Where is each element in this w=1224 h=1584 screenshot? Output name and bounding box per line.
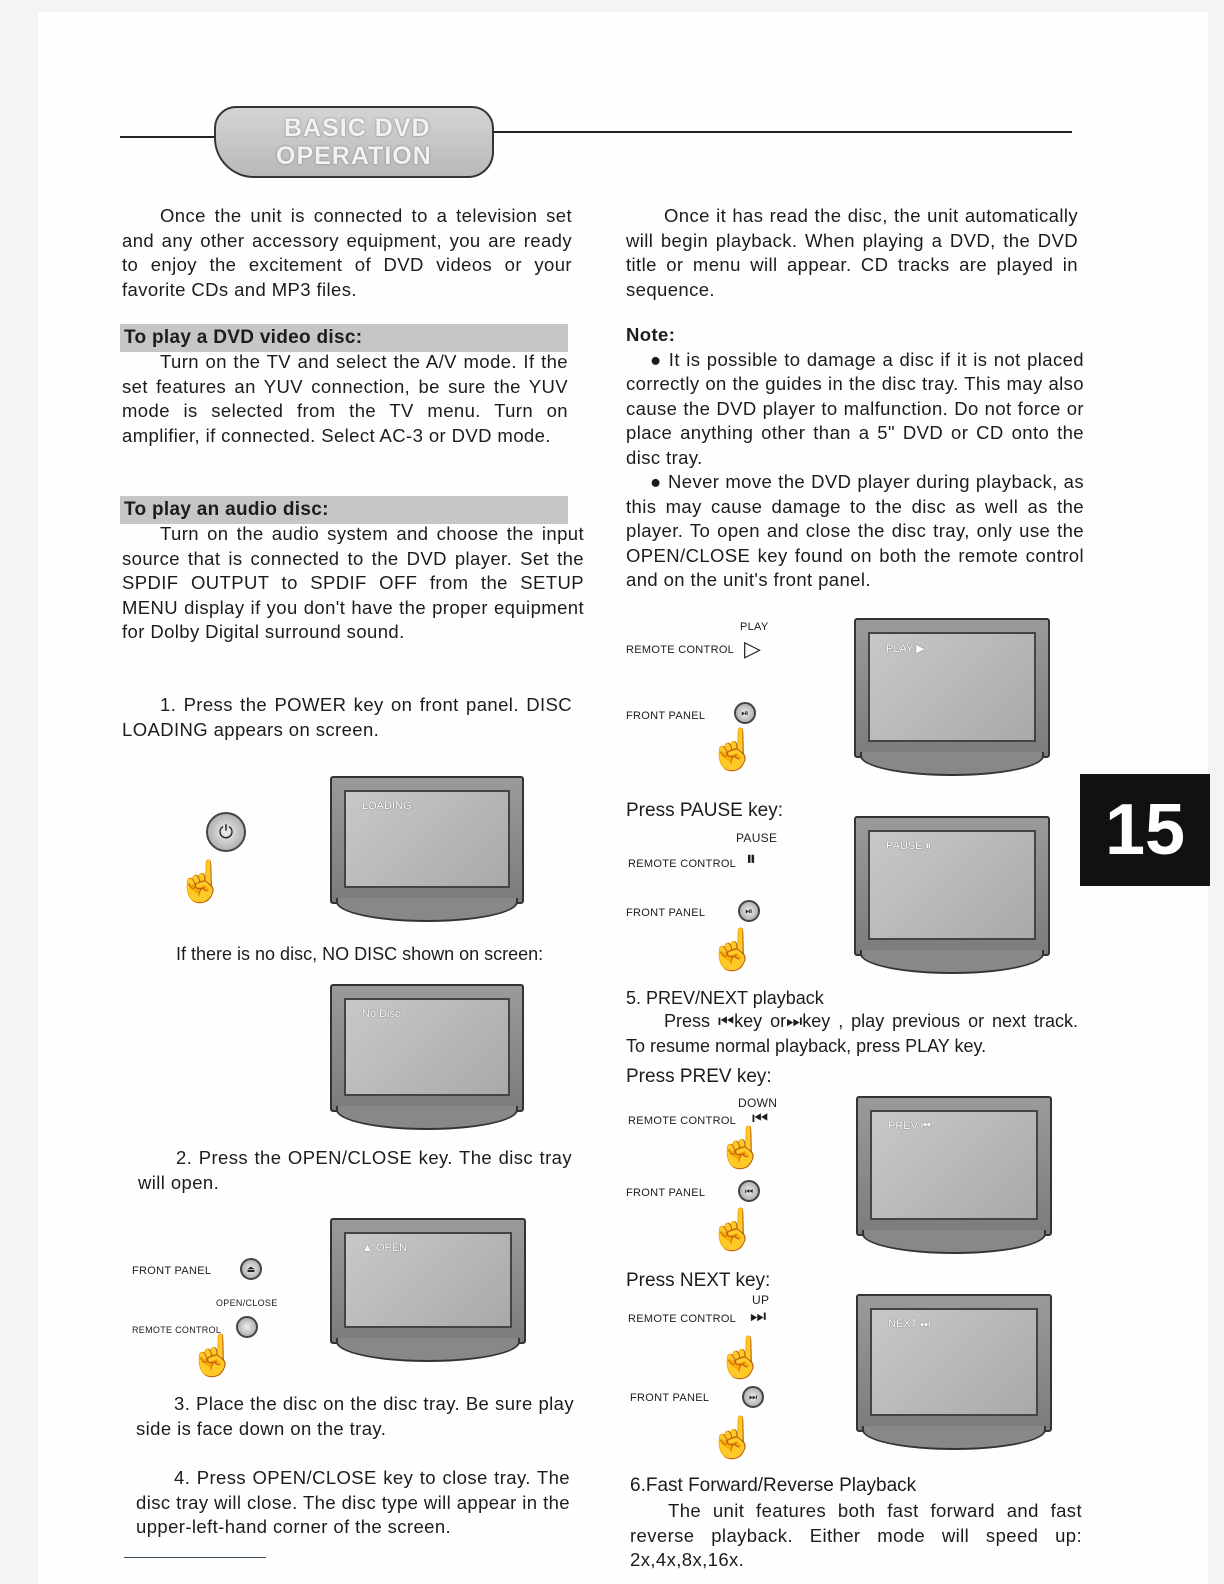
tv-frame bbox=[330, 776, 524, 904]
step-2-text: 2. Press the OPEN/CLOSE key. The disc tray will open. bbox=[138, 1147, 572, 1193]
tv-next bbox=[856, 1294, 1052, 1450]
section-banner bbox=[214, 106, 494, 178]
tv-base bbox=[860, 950, 1044, 974]
step-6-title: 6.Fast Forward/Reverse Playback bbox=[630, 1475, 917, 1496]
tv-screen bbox=[344, 1232, 512, 1328]
step-6-text: The unit features both fast forward and fast reverse playback. Either mode will speed up: 2x,4x,8x,16x. bbox=[630, 1500, 1082, 1570]
prev-caption: Press PREV key: bbox=[626, 1066, 772, 1087]
pause-caption: Press PAUSE key: bbox=[626, 800, 783, 821]
screen-text: PLAY ▶ bbox=[886, 643, 925, 655]
screen-text: LOADING bbox=[362, 800, 412, 812]
left-intro-text: Once the unit is connected to a television set and any other accessory equipment, you are ready to enjoy the excitement of DVD videos or your favorite CDs and MP3 files. bbox=[122, 205, 572, 300]
tv-base bbox=[862, 1230, 1046, 1254]
screen-text: PREV ⏮ bbox=[888, 1120, 931, 1132]
front-panel-label: FRONT PANEL bbox=[132, 1265, 212, 1277]
screen-text: No Disc bbox=[362, 1008, 401, 1020]
step-4-text: 4. Press OPEN/CLOSE key to close tray. The disc tray will close. The disc type will appear in the upper-left-hand corner of the screen. bbox=[136, 1467, 570, 1537]
tv-screen bbox=[868, 632, 1036, 742]
banner-line-2: OPERATION bbox=[276, 142, 432, 170]
step-1-text: 1. Press the POWER key on front panel. DISC LOADING appears on screen. bbox=[122, 694, 572, 740]
play-pause-button-icon: ⏯ bbox=[738, 900, 760, 922]
play-icon: ▷ bbox=[744, 636, 762, 661]
page-number-tab: 15 bbox=[1080, 774, 1210, 886]
remote-button-icon bbox=[236, 1316, 258, 1338]
step-5 bbox=[626, 1009, 1078, 1058]
audio-text: Turn on the audio system and choose the input source that is connected to the DVD player. Set the SPDIF OUTPUT to SPDIF OFF from the SETUP MENU display if you don't have the proper equipment for Dolby Digital surround sound. bbox=[122, 523, 584, 642]
tv-screen bbox=[344, 998, 510, 1096]
next-button-icon: ⏭ bbox=[742, 1386, 764, 1408]
tv-base bbox=[862, 1426, 1046, 1450]
dvd-text: Turn on the TV and select the A/V mode. If the set features an YUV connection, be sure the YUV mode is selected from the TV menu. Turn on amplifier, if connected. Select AC-3 or DVD mode. bbox=[122, 351, 568, 446]
note-title: Note: bbox=[626, 324, 676, 345]
screen-text: NEXT ⏭ bbox=[888, 1318, 931, 1330]
open-close-label: OPEN/CLOSE bbox=[216, 1298, 278, 1308]
step-3 bbox=[136, 1392, 574, 1441]
front-panel-label: FRONT PANEL bbox=[626, 710, 706, 722]
tv-no-disc bbox=[330, 984, 524, 1130]
dvd-section bbox=[122, 350, 568, 448]
tv-frame bbox=[856, 1294, 1052, 1432]
right-intro bbox=[626, 204, 1078, 302]
tv-screen bbox=[870, 1308, 1038, 1416]
pointing-hand-icon: ☝ bbox=[708, 1208, 758, 1252]
audio-section bbox=[122, 522, 584, 645]
tv-base bbox=[860, 752, 1044, 776]
right-intro-text: Once it has read the disc, the unit automatically will begin playback. When playing a DVD, the DVD title or menu will appear. CD tracks are played in sequence. bbox=[626, 205, 1078, 300]
audio-heading: To play an audio disc: bbox=[120, 496, 568, 524]
tv-base bbox=[336, 898, 518, 922]
up-label: UP bbox=[752, 1293, 770, 1307]
tv-loading bbox=[330, 776, 524, 922]
tv-prev bbox=[856, 1096, 1052, 1254]
play-pause-button-icon: ⏯ bbox=[734, 702, 756, 724]
screen-text: ▲ OPEN bbox=[362, 1242, 408, 1254]
pointing-hand-icon: ☝ bbox=[708, 928, 758, 972]
note-2: ● Never move the DVD player during playback, as this may cause damage to the disc as well as the player. To open and close the disc tray, only use the OPEN/CLOSE key found on both the remote control and on the unit's front panel. bbox=[626, 471, 1084, 590]
front-panel-label: FRONT PANEL bbox=[626, 1187, 706, 1199]
tv-play bbox=[854, 618, 1050, 776]
remote-control-label: REMOTE CONTROL bbox=[626, 644, 735, 656]
left-intro bbox=[122, 204, 572, 302]
pointing-hand-icon: ☝ bbox=[716, 1126, 766, 1170]
tv-screen bbox=[870, 1110, 1038, 1220]
tv-screen bbox=[344, 790, 510, 888]
pointing-hand-icon: ☝ bbox=[176, 860, 226, 904]
tv-pause bbox=[854, 816, 1050, 974]
pointing-hand-icon: ☝ bbox=[716, 1336, 766, 1380]
remote-control-label: REMOTE CONTROL bbox=[132, 1325, 222, 1335]
pause-label: PAUSE bbox=[736, 831, 778, 845]
tv-base bbox=[336, 1106, 518, 1130]
tv-frame bbox=[856, 1096, 1052, 1236]
note-block bbox=[626, 323, 1084, 593]
prev-icon: ⏮ bbox=[752, 1108, 769, 1128]
pointing-hand-icon: ☝ bbox=[188, 1334, 238, 1378]
step-2 bbox=[138, 1146, 572, 1195]
step-6 bbox=[630, 1499, 1082, 1573]
tv-frame bbox=[854, 618, 1050, 758]
step-5-title: 5. PREV/NEXT playback bbox=[626, 988, 824, 1008]
screen-text: PAUSE ⏸ bbox=[886, 840, 932, 852]
power-button-icon: ⏻ bbox=[206, 812, 246, 852]
banner-line-1: BASIC DVD bbox=[284, 114, 431, 142]
header-rule-left bbox=[120, 136, 220, 138]
step-4 bbox=[136, 1466, 570, 1540]
pointing-hand-icon: ☝ bbox=[708, 1416, 758, 1460]
step-5-text: Press ⏮key or⏭key , play previous or next track. To resume normal playback, press PLAY key. bbox=[626, 1011, 1078, 1056]
pointing-hand-icon: ☝ bbox=[708, 728, 758, 772]
down-label: DOWN bbox=[738, 1096, 778, 1110]
dvd-heading: To play a DVD video disc: bbox=[120, 324, 568, 352]
play-label: PLAY bbox=[740, 621, 769, 633]
next-icon: ⏭ bbox=[750, 1306, 767, 1326]
remote-control-label: REMOTE CONTROL bbox=[628, 1313, 737, 1325]
tv-base bbox=[336, 1338, 520, 1362]
tv-frame bbox=[330, 984, 524, 1112]
no-disc-caption: If there is no disc, NO DISC shown on screen: bbox=[176, 944, 544, 964]
underline bbox=[124, 1557, 266, 1558]
step-1 bbox=[122, 693, 572, 742]
step-3-text: 3. Place the disc on the disc tray. Be sure play side is face down on the tray. bbox=[136, 1393, 574, 1439]
header-rule-right bbox=[494, 131, 1072, 133]
remote-control-label: REMOTE CONTROL bbox=[628, 1115, 737, 1127]
eject-button-icon: ⏏ bbox=[240, 1258, 262, 1280]
remote-control-label: REMOTE CONTROL bbox=[628, 858, 737, 870]
front-panel-label: FRONT PANEL bbox=[630, 1392, 710, 1404]
next-caption: Press NEXT key: bbox=[626, 1270, 771, 1291]
tv-open bbox=[330, 1218, 526, 1362]
pause-icon: ⏸ bbox=[746, 848, 757, 870]
tv-frame bbox=[330, 1218, 526, 1344]
front-panel-label: FRONT PANEL bbox=[626, 907, 706, 919]
prev-button-icon: ⏮ bbox=[738, 1180, 760, 1202]
note-1: ● It is possible to damage a disc if it is not placed correctly on the guides in the disc tray. This may also cause the DVD player to malfunction. Do not force or place anything other than a 5" DVD or CD onto the disc tray. bbox=[626, 348, 1084, 468]
tv-screen bbox=[868, 830, 1036, 940]
tv-frame bbox=[854, 816, 1050, 956]
